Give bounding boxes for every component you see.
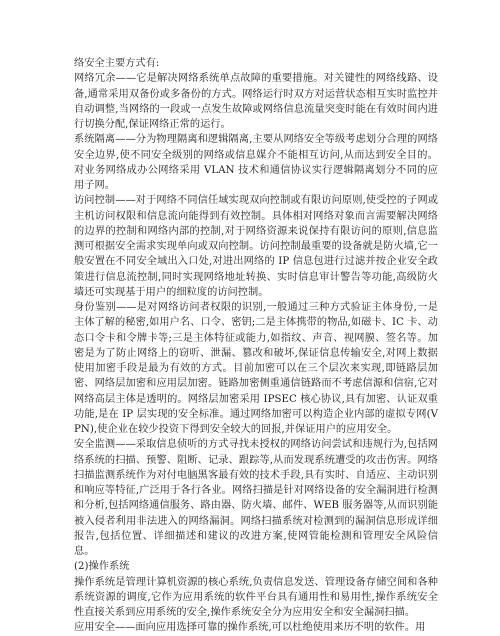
paragraph-network-redundancy: 网络冗余——它是解决网络系统单点故障的重要措施。对关键性的网络线路、设备,通常采用双备份或多备份的方式。网络运行时双方对运营状态相互实时监控并自动调整,当网络的一段或一点发生故障或网络信息流量突变时能在有效时间内进行切换分配,保证网络正常的运行。 — [74, 73, 438, 130]
paragraph-application-security-partial: 应用安全——面向应用选择可靠的操作系统,可以杜绝使用来历不明的软件。用 — [74, 622, 426, 634]
paragraph-access-control: 访问控制——对于网络不同信任域实现双向控制或有限访问原则,使受控的子网或主机访问权限和信息流向能得到有效控制。具体相对网络对象而言需要解决网络的边界的控制和网络内部的控制,对于网络资源来说保持有限访问的原则,信息监测可根据安全需求实现单向或双向控制。访问控制最重要的设备就是防火墙,它一般安置在不同安全域出入口处,对进出网络的 IP 信息包进行过滤并按企业安全政策进行信息流控制,同时实现网络地址转换、实时信息审计警告等功能,高级防火墙还可实现基于用户的细粒度的访问控制。 — [74, 195, 438, 298]
paragraph-system-isolation: 系统隔离——分为物理隔离和逻辑隔离,主要从网络安全等级考虑划分合理的网络安全边界,使不同安全级别的网络或信息媒介不能相互访问,从而达到安全目的。对业务网络成办公网络采用 VLAN 技术和通信协议实行逻辑隔离划分不同的应用子网。 — [74, 134, 438, 191]
paragraph-security-monitoring: 安全监测——采取信息侦听的方式寻找未授权的网络访问尝试和违规行为,包括网络系统的扫描、预警、阻断、记录、跟踪等,从而发现系统遭受的攻击伤害。网络扫描监测系统作为对付电脑黑客最有效的技术手段,具有实时、自适应、主动识别和响应等特征,广泛用于各行各业。网络扫描是针对网络设备的安全漏洞进行检测和分析,包括网络通信服务、路由器、防火墙、邮件、WEB 服务器等,从而识别能被入侵者利用非法进入的网络漏洞。网络扫描系统对检测到的漏洞信息形成详细报告,包括位置、详细描述和建议的改进方案,使网管能检测和管理安全风险信息。 — [74, 439, 438, 557]
document-body — [74, 56, 438, 636]
intro-line: 络安全主要方式有: — [74, 58, 160, 69]
paragraph-operating-system: 操作系统是管理计算机资源的核心系统,负责信息发送、管理设备存储空间和各种系统资源的调度,它作为应用系统的软件平台具有通用性和易用性,操作系统安全性直接关系到应用系统的安全,操作系统安全分为应用安全和安全漏洞扫描。 — [74, 576, 438, 618]
paragraph-identity-authentication: 身份鉴别——是对网络访问者权限的识别,一般通过三种方式验证主体身份,一是主体了解的秘密,如用户名、口令、密钥;二是主体携带的物品,如磁卡、IC 卡、动态口令卡和令牌卡等;三是主体特征或能力,如指纹、声音、视网膜、签名等。加密是为了防止网络上的窃听、泄漏、篡改和破坏,保证信息传输安全,对网上数据使用加密手段是最为有效的方式。目前加密可以在三个层次来实现,即链路层加密、网络层加密和应用层加密。链路加密侧重通信链路而不考虑信源和信宿,它对网络高层主体是透明的。网络层加密采用 IPSEC 核心协议,具有加密、认证双重功能,是在 IP 层实现的安全标准。通过网络加密可以构造企业内部的虚拟专网(VPN),使企业在较少投资下得到安全较大的回报,并保证用户的应用安全。 — [74, 302, 438, 435]
section-heading-operating-system: (2)操作系统 — [74, 561, 130, 573]
